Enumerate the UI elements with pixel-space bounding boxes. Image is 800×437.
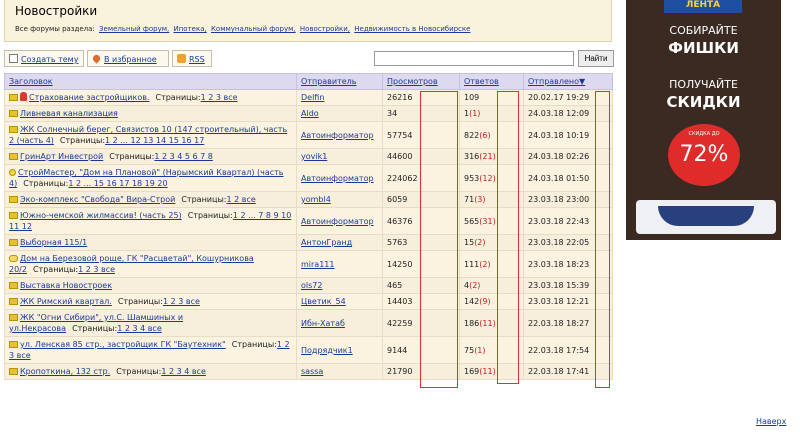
new-replies-count[interactable]: (9) — [479, 297, 491, 306]
pagination — [109, 152, 214, 161]
topic-cell — [5, 149, 297, 165]
replies-count: 75 — [464, 345, 475, 355]
breadcrumb-link-mortgage[interactable]: Ипотека, — [173, 25, 207, 33]
pagination-label: Страницы: — [155, 93, 201, 102]
pagination-links[interactable]: 1 2 3 4 5 6 7 8 — [154, 152, 213, 161]
pagination-links[interactable]: 1 2 ... 12 13 14 15 16 17 — [105, 136, 205, 145]
new-replies-count[interactable]: (11) — [479, 318, 496, 328]
sender-cell — [297, 278, 383, 294]
replies-cell — [460, 294, 524, 310]
topic-title-link[interactable]: Дом на Березовой роще, ГК "Расцветай", Кошурникова 20/2 — [9, 254, 254, 274]
favorites-label: В избранное — [104, 55, 157, 64]
sender-cell — [297, 337, 383, 364]
views-cell: 9144 — [383, 337, 460, 364]
sender-cell — [297, 310, 383, 337]
topic-title-link[interactable]: ЖК Солнечный берег, Связистов 10 (147 строительный), часть 2 (часть 4) — [9, 125, 288, 145]
table-row — [5, 149, 613, 165]
table-row — [5, 310, 613, 337]
views-cell: 57754 — [383, 122, 460, 149]
baking-dish-icon — [658, 206, 754, 226]
new-topic-button[interactable] — [4, 50, 84, 67]
views-cell: 44600 — [383, 149, 460, 165]
sent-cell: 22.03.18 17:54 — [524, 337, 613, 364]
sent-cell: 23.03.18 22:43 — [524, 208, 613, 235]
replies-count: 142 — [464, 297, 480, 306]
folder-icon — [9, 298, 18, 305]
sender-link[interactable]: Delfin — [301, 93, 325, 102]
pagination — [116, 367, 207, 376]
sender-link[interactable]: Автоинформатор — [301, 173, 374, 183]
replies-cell — [460, 122, 524, 149]
ad-discount-badge — [668, 124, 740, 186]
pagination — [23, 179, 168, 188]
replies-count: 15 — [464, 238, 475, 247]
heart-icon — [91, 53, 101, 63]
back-to-top-link[interactable]: Наверх — [756, 417, 787, 426]
breadcrumb-link-new-buildings[interactable]: Новостройки, — [299, 25, 351, 33]
col-header-replies[interactable]: Ответов — [460, 74, 524, 90]
sender-cell — [297, 294, 383, 310]
sent-cell: 20.02.17 19:29 — [524, 90, 613, 106]
folder-icon — [9, 314, 18, 321]
topic-cell — [5, 106, 297, 122]
replies-count: 71 — [464, 195, 475, 204]
views-cell: 5763 — [383, 235, 460, 251]
replies-count: 1 — [464, 109, 470, 118]
ad-product-image — [636, 200, 776, 234]
pagination-label: Страницы: — [32, 265, 79, 274]
replies-count: 565 — [464, 216, 480, 226]
ad-banner[interactable] — [626, 0, 781, 240]
speech-bubble-icon — [9, 255, 18, 262]
sent-cell: 23.03.18 18:23 — [524, 251, 613, 278]
ad-discount-value: 72% — [679, 142, 729, 167]
replies-cell — [460, 90, 524, 106]
folder-icon — [9, 239, 18, 246]
views-cell: 465 — [383, 278, 460, 294]
new-topic-icon — [9, 54, 18, 63]
sender-link[interactable]: mira111 — [301, 259, 335, 269]
table-row — [5, 278, 613, 294]
folder-icon — [9, 368, 18, 375]
sender-cell — [297, 149, 383, 165]
sender-link[interactable]: yovik1 — [301, 152, 328, 161]
replies-count: 169 — [464, 367, 480, 376]
folder-icon — [9, 110, 18, 117]
sender-cell — [297, 251, 383, 278]
replies-count: 953 — [464, 173, 480, 183]
new-topic-label: Создать тему — [21, 55, 79, 64]
breadcrumb — [15, 25, 470, 33]
views-cell: 34 — [383, 106, 460, 122]
topic-cell — [5, 251, 297, 278]
topic-title-link[interactable]: ул. Ленская 85 стр., застройщик ГК "Баутехник" — [20, 340, 226, 349]
replies-cell — [460, 208, 524, 235]
table-row — [5, 90, 613, 106]
topic-title-link[interactable]: СтройМастер, "Дом на Плановой" (Нарымский Квартал) (часть 4) — [9, 168, 284, 188]
new-replies-count[interactable]: (11) — [479, 367, 496, 376]
pagination-label: Страницы: — [117, 297, 163, 306]
table-row — [5, 208, 613, 235]
sender-link[interactable]: АнтонГранд — [301, 238, 353, 247]
favorites-button[interactable] — [87, 50, 169, 67]
folder-icon — [9, 212, 18, 219]
pagination — [155, 93, 238, 102]
table-row — [5, 192, 613, 208]
views-cell: 224062 — [383, 165, 460, 192]
table-row — [5, 122, 613, 149]
sender-cell — [297, 106, 383, 122]
sent-cell: 23.03.18 23:00 — [524, 192, 613, 208]
topic-cell — [5, 235, 297, 251]
topic-title-link[interactable]: Ливневая канализация — [20, 109, 118, 118]
sender-link[interactable]: yombl4 — [301, 195, 331, 204]
page-title: Новостройки — [15, 4, 98, 18]
sent-cell: 24.03.18 02:26 — [524, 149, 613, 165]
table-row — [5, 165, 613, 192]
sent-cell: 24.03.18 12:09 — [524, 106, 613, 122]
pagination-label: Страницы: — [23, 179, 69, 188]
ad-line-4: СКИДКИ — [666, 93, 741, 111]
pagination-links[interactable]: 1 2 3 4 все — [117, 324, 162, 333]
pagination-links[interactable]: 1 2 3 все — [162, 297, 200, 306]
topic-cell — [5, 165, 297, 192]
search-input[interactable] — [374, 51, 574, 66]
topic-cell — [5, 310, 297, 337]
pagination-label: Страницы: — [187, 211, 233, 220]
sender-cell — [297, 165, 383, 192]
views-cell: 21790 — [383, 364, 460, 380]
topic-title-link[interactable]: ГринАрт Инвестрой — [20, 152, 104, 161]
sender-cell — [297, 208, 383, 235]
views-cell: 42259 — [383, 310, 460, 337]
replies-cell — [460, 310, 524, 337]
pagination-label: Страницы: — [231, 340, 277, 349]
replies-cell — [460, 364, 524, 380]
topic-cell — [5, 364, 297, 380]
breadcrumb-link-utilities[interactable]: Коммунальный форум, — [210, 25, 296, 33]
sent-cell: 23.03.18 22:05 — [524, 235, 613, 251]
topic-title-link[interactable]: Кропоткина, 132 стр. — [20, 367, 111, 376]
pagination-label: Страницы: — [59, 136, 106, 145]
replies-cell — [460, 106, 524, 122]
new-replies-count[interactable]: (1) — [474, 345, 486, 355]
pagination-links[interactable]: 1 2 ... 7 8 9 10 11 12 — [9, 211, 292, 231]
pagination — [60, 136, 205, 145]
pagination — [72, 324, 163, 333]
rss-button[interactable] — [172, 50, 212, 67]
sender-link[interactable]: Автоинформатор — [301, 130, 374, 140]
views-cell: 14403 — [383, 294, 460, 310]
folder-icon — [9, 94, 18, 101]
ad-line-3: ПОЛУЧАЙТЕ — [669, 78, 738, 91]
replies-count: 822 — [464, 130, 480, 140]
ad-logo: ЛЕНТА — [664, 0, 742, 13]
folder-icon — [9, 341, 18, 348]
sender-link[interactable]: Подрядчик1 — [301, 345, 353, 355]
rss-label: RSS — [189, 55, 205, 64]
pagination-links[interactable]: 1 2 все — [226, 195, 256, 204]
topic-title-link[interactable]: ЖК "Огни Сибири", ул.С. Шамшиных и ул.Некрасова — [9, 313, 184, 333]
col-header-title[interactable]: Заголовок — [5, 74, 297, 90]
breadcrumb-link-land[interactable]: Земельный форум, — [99, 25, 170, 33]
replies-cell — [460, 165, 524, 192]
pagination-links[interactable]: 1 2 ... 15 16 17 18 19 20 — [68, 179, 168, 188]
table-row — [5, 337, 613, 364]
sent-cell: 24.03.18 10:19 — [524, 122, 613, 149]
pagination-links[interactable]: 1 2 3 4 все — [161, 367, 206, 376]
pagination-label: Страницы: — [181, 195, 227, 204]
new-replies-count[interactable]: (6) — [479, 130, 491, 140]
topic-cell — [5, 278, 297, 294]
folder-icon — [9, 153, 18, 160]
topic-cell — [5, 208, 297, 235]
new-replies-count[interactable]: (2) — [469, 281, 481, 290]
new-replies-count[interactable]: (12) — [479, 173, 496, 183]
topic-cell — [5, 122, 297, 149]
folder-icon — [9, 196, 18, 203]
lightbulb-icon — [9, 169, 16, 176]
topic-title-link[interactable]: Выставка Новостроек — [20, 281, 113, 290]
topic-title-link[interactable]: ЖК Римский квартал. — [20, 297, 112, 306]
replies-cell — [460, 192, 524, 208]
topic-title-link[interactable]: Страхование застройщиков. — [29, 93, 150, 102]
replies-count: 186 — [464, 318, 480, 328]
new-replies-count[interactable]: (2) — [474, 238, 486, 247]
col-header-views[interactable]: Просмотров — [383, 74, 460, 90]
sender-link[interactable]: ols72 — [301, 281, 323, 290]
replies-count: 109 — [464, 93, 480, 102]
search-button[interactable]: Найти — [578, 50, 614, 67]
topic-cell — [5, 90, 297, 106]
sender-cell — [297, 364, 383, 380]
table-header-row — [5, 74, 613, 90]
replies-cell — [460, 278, 524, 294]
pagination-label: Страницы: — [109, 152, 155, 161]
breadcrumb-link-real-estate[interactable]: Недвижимость в Новосибирске — [354, 25, 471, 33]
views-cell: 14250 — [383, 251, 460, 278]
pagination-links[interactable]: 1 2 3 все — [200, 93, 238, 102]
col-header-sent[interactable]: Отправлено▼ — [524, 74, 613, 90]
views-cell: 6059 — [383, 192, 460, 208]
table-row — [5, 364, 613, 380]
topic-cell — [5, 337, 297, 364]
pagination — [181, 195, 256, 204]
new-replies-count[interactable]: (31) — [479, 216, 496, 226]
new-replies-count[interactable]: (3) — [474, 195, 486, 204]
replies-count: 4 — [464, 281, 470, 290]
new-replies-count[interactable]: (21) — [479, 152, 496, 161]
sent-cell: 22.03.18 18:27 — [524, 310, 613, 337]
sent-cell: 23.03.18 12:21 — [524, 294, 613, 310]
replies-count: 316 — [464, 152, 480, 161]
forum-header — [4, 0, 612, 42]
replies-cell — [460, 251, 524, 278]
topic-title-link[interactable]: Эко-комплекс "Свобода" Вира-Строй — [20, 195, 176, 204]
replies-cell — [460, 235, 524, 251]
table-row — [5, 235, 613, 251]
replies-cell — [460, 337, 524, 364]
sender-link[interactable]: Автоинформатор — [301, 216, 374, 226]
sender-link[interactable]: Цветик_54 — [301, 297, 346, 306]
sent-cell: 23.03.18 15:39 — [524, 278, 613, 294]
topic-title-link[interactable]: Южно-чемской жилмассив! (часть 25) — [20, 211, 182, 220]
views-cell: 46376 — [383, 208, 460, 235]
rss-icon — [177, 54, 186, 63]
topic-title-link[interactable]: Выборная 115/1 — [20, 238, 88, 247]
table-row — [5, 294, 613, 310]
ad-line-2: ФИШКИ — [668, 39, 739, 57]
folder-icon — [9, 282, 18, 289]
pagination-links[interactable]: 1 2 3 все — [9, 340, 290, 360]
pagination-label: Страницы: — [72, 324, 118, 333]
sent-cell: 22.03.18 17:41 — [524, 364, 613, 380]
sender-cell — [297, 192, 383, 208]
sent-cell: 24.03.18 01:50 — [524, 165, 613, 192]
table-row — [5, 106, 613, 122]
table-row — [5, 251, 613, 278]
replies-count: 111 — [464, 259, 480, 269]
pagination — [33, 265, 116, 274]
col-header-sender[interactable]: Отправитель — [297, 74, 383, 90]
pin-icon — [20, 92, 27, 101]
sender-link[interactable]: Aldo — [301, 109, 319, 118]
sender-link[interactable]: sassa — [301, 367, 324, 376]
views-cell: 26216 — [383, 90, 460, 106]
topics-table — [4, 73, 613, 380]
ad-line-1: СОБИРАЙТЕ — [669, 24, 738, 37]
pagination — [118, 297, 201, 306]
sender-cell — [297, 235, 383, 251]
pagination-label: Страницы: — [116, 367, 162, 376]
ad-discount-label: СКИДКА ДО — [688, 131, 720, 137]
sender-cell — [297, 122, 383, 149]
folder-icon — [9, 126, 18, 133]
topic-cell — [5, 192, 297, 208]
new-replies-count[interactable]: (2) — [479, 259, 491, 269]
sender-cell — [297, 90, 383, 106]
topic-cell — [5, 294, 297, 310]
replies-cell — [460, 149, 524, 165]
toolbar — [4, 50, 612, 68]
pagination-links[interactable]: 1 2 3 все — [78, 265, 116, 274]
breadcrumb-label: Все форумы раздела: — [15, 25, 95, 33]
sender-link[interactable]: Ибн-Хатаб — [301, 318, 345, 328]
new-replies-count[interactable]: (1) — [469, 109, 481, 118]
